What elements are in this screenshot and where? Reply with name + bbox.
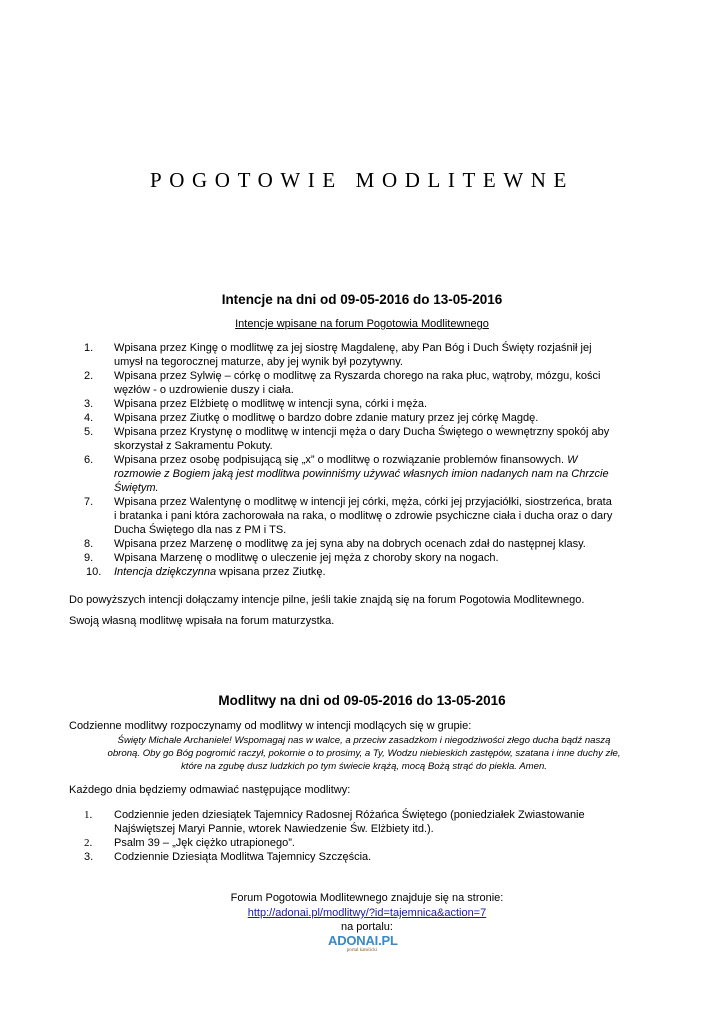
list-item-number: 2. — [84, 370, 94, 382]
list-item-italic: W — [567, 454, 578, 466]
urgent-intentions-note: Do powyższych intencji dołączamy intencje pilne, jeśli takie znajdą się na forum Pogotowia Modlitewnego. — [69, 594, 585, 606]
list-item-italic: rozmowie z Bogiem jaką jest modlitwa powinniśmy używać własnych imion nadanych nam na Chrzcie — [114, 468, 609, 480]
prayers-list — [0, 808, 646, 864]
list-item — [0, 411, 646, 425]
list-item-line: Wpisana przez Elżbietę o modlitwę w intencji syna, córki i męża. — [114, 398, 428, 410]
list-item — [0, 836, 646, 850]
list-item-number: 1. — [84, 809, 93, 821]
adonai-logo[interactable] — [328, 934, 396, 958]
prayer-line: które na zgubę dusz ludzkich po tym świecie krążą, mocą Bożą strąć do piekła. Amen. — [181, 761, 547, 772]
list-item — [0, 425, 646, 453]
list-item — [0, 495, 646, 537]
list-item-number: 10. — [86, 566, 102, 578]
daily-prayers-intro: Każdego dnia będziemy odmawiać następujące modlitwy: — [69, 784, 351, 796]
list-item-number: 1. — [84, 342, 94, 354]
document-title: POGOTOWIE MODLITEWNE — [150, 168, 574, 192]
list-item-line: węzłów - o uzdrowienie duszy i ciała. — [114, 384, 294, 396]
list-item-number: 3. — [84, 398, 94, 410]
list-item — [0, 453, 646, 495]
list-item-italic: Intencja dziękczynna — [114, 566, 217, 578]
list-item-line: Ducha Świętego dla nas z PM i TS. — [114, 524, 287, 536]
list-item-line: Najświętszej Maryi Pannie, wtorek Nawiedzenie Św. Elżbiety itd.). — [114, 823, 434, 835]
list-item-number: 7. — [84, 496, 94, 508]
list-item-line: Wpisana przez Sylwię – córkę o modlitwę za Ryszarda chorego na raka płuc, wątroby, mózgu, kości — [114, 370, 601, 382]
prayers-heading: Modlitwy na dni od 09-05-2016 do 13-05-2016 — [218, 693, 506, 708]
footer-forum-text: Forum Pogotowia Modlitewnego znajduje się na stronie: — [230, 892, 504, 904]
logo-wordmark: ADONAI.PL — [328, 933, 398, 948]
list-item-number: 8. — [84, 538, 94, 550]
list-item — [0, 397, 646, 411]
list-item-line: Wpisana przez Krystynę o modlitwę w intencji męża o dary Ducha Świętego o wewnętrzny spokój aby — [114, 426, 610, 438]
logo-tagline: portal katolicki — [346, 948, 378, 953]
list-item-line: wpisana przez Ziutkę. — [216, 566, 326, 578]
list-item — [0, 551, 646, 565]
list-item-line: umysł na tegorocznej maturze, aby jej wynik był pozytywny. — [114, 356, 403, 368]
intentions-list — [0, 341, 646, 579]
intentions-subheading: Intencje wpisane na forum Pogotowia Modlitewnego — [235, 318, 489, 330]
footer-link-row — [0, 907, 724, 919]
list-item-line: Wpisana przez Kingę o modlitwę za jej siostrę Magdalenę, aby Pan Bóg i Duch Święty rozjaśnił jej — [114, 342, 592, 354]
list-item — [0, 565, 646, 579]
list-item — [0, 341, 646, 369]
list-item — [0, 369, 646, 397]
forum-link[interactable]: http://adonai.pl/modlitwy/?id=tajemnica&action=7 — [247, 907, 487, 919]
list-item-number: 9. — [84, 552, 94, 564]
list-item-number: 2. — [84, 837, 93, 849]
list-item-number: 3. — [84, 851, 94, 863]
list-item-line: i bratanka i pani która zachorowała na raka, o modlitwę o zdrowie psychiczne ciała i ducha oraz o dary — [114, 510, 613, 522]
list-item — [0, 808, 646, 836]
footer-portal-text: na portalu: — [341, 921, 393, 933]
list-item-line: Wpisana przez Walentynę o modlitwę w intencji jej córki, męża, córki jej przyjaciółki, siostrzeńca, brata — [114, 496, 612, 508]
list-item-number: 4. — [84, 412, 94, 424]
prayers-intro: Codzienne modlitwy rozpoczynamy od modlitwy w intencji modlących się w grupie: — [69, 720, 472, 732]
prayer-text — [70, 734, 658, 773]
list-item-line: Wpisana Marzenę o modlitwę o uleczenie jej męża z choroby skory na nogach. — [114, 552, 499, 564]
list-item-line: Codziennie Dziesiąta Modlitwa Tajemnicy Szczęścia. — [114, 851, 372, 863]
list-item-line: Psalm 39 – „Jęk ciężko utrapionego”. — [114, 837, 295, 849]
list-item-line: Codziennie jeden dziesiątek Tajemnicy Radosnej Różańca Świętego (poniedziałek Zwiastowanie — [114, 809, 585, 821]
list-item — [0, 537, 646, 551]
list-item-line: skorzystał z Sakramentu Pokuty. — [114, 440, 273, 452]
student-prayer-note: Swoją własną modlitwę wpisała na forum maturzystka. — [69, 615, 335, 627]
list-item-line: Wpisana przez Marzenę o modlitwę za jej syna aby na dobrych ocenach zdał do następnej klasy. — [114, 538, 586, 550]
list-item-line: Wpisana przez osobę podpisującą się „x” o modlitwę o rozwiązanie problemów finansowych. — [114, 454, 564, 466]
prayer-line: obroną. Oby go Bóg pogromić raczył, pokornie o to prosimy, a Ty, Wodzu niebieskich zastępów, szatana i inne duchy złe, — [107, 748, 621, 759]
list-item-number: 5. — [84, 426, 94, 438]
list-item-italic: Świętym. — [114, 482, 159, 494]
list-item — [0, 850, 646, 864]
list-item-number: 6. — [84, 454, 94, 466]
prayer-line: Święty Michale Archaniele! Wspomagaj nas w walce, a przeciw zasadzkom i niegodziwości złego ducha bądź naszą — [117, 735, 611, 746]
list-item-line: Wpisana przez Ziutkę o modlitwę o bardzo dobre zdanie matury przez jej córkę Magdę. — [114, 412, 539, 424]
intentions-heading: Intencje na dni od 09-05-2016 do 13-05-2016 — [221, 292, 503, 307]
